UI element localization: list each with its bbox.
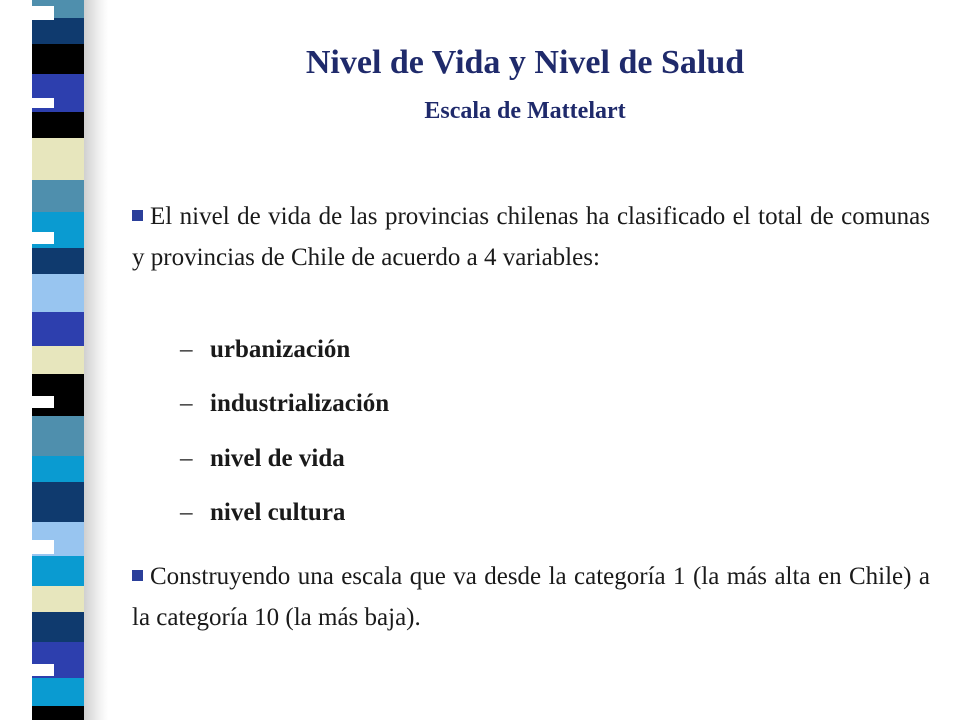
variable-label: nivel cultura bbox=[210, 499, 346, 526]
paragraph-scale-text: Construyendo una escala que va desde la categoría 1 (la más alta en Chile) a la categoría 10 (la más baja). bbox=[132, 563, 930, 631]
square-bullet-icon bbox=[132, 570, 143, 581]
stripe-block bbox=[32, 374, 84, 416]
stripe-block bbox=[32, 482, 84, 522]
decorative-stripe bbox=[32, 0, 84, 720]
paragraph-scale bbox=[132, 556, 930, 638]
paragraph-variables bbox=[132, 196, 930, 278]
stripe-block bbox=[32, 138, 84, 180]
variable-item bbox=[180, 336, 350, 364]
stripe-block bbox=[32, 18, 84, 44]
stripe-block bbox=[32, 312, 84, 346]
variable-label: nivel de vida bbox=[210, 445, 345, 472]
dash-marker: – bbox=[180, 499, 193, 526]
stripe-block bbox=[32, 706, 84, 720]
stripe-notch bbox=[32, 396, 54, 408]
stripe-block bbox=[32, 346, 84, 374]
dash-marker: – bbox=[180, 445, 193, 472]
dash-marker: – bbox=[180, 336, 193, 363]
stripe-block bbox=[32, 416, 84, 456]
stripe-block bbox=[32, 180, 84, 212]
stripe-block bbox=[32, 274, 84, 312]
dash-marker: – bbox=[180, 390, 193, 417]
stripe-block bbox=[32, 112, 84, 138]
stripe-block bbox=[32, 556, 84, 586]
variable-item bbox=[180, 445, 345, 473]
stripe-notch bbox=[32, 664, 54, 676]
stripe-notch bbox=[32, 6, 54, 20]
stripe-block bbox=[32, 456, 84, 482]
stripe-notch bbox=[32, 98, 54, 108]
slide-title: Nivel de Vida y Nivel de Salud bbox=[305, 44, 745, 81]
stripe-block bbox=[32, 44, 84, 74]
stripe-block bbox=[32, 678, 84, 706]
paragraph-variables-text: El nivel de vida de las provincias chilenas ha clasificado el total de comunas y provincias de Chile de acuerdo a 4 variables: bbox=[132, 203, 930, 271]
variable-item bbox=[180, 499, 345, 527]
variable-item bbox=[180, 390, 389, 418]
slide-subtitle: Escala de Mattelart bbox=[424, 98, 626, 124]
stripe-shadow bbox=[84, 0, 108, 720]
stripe-notch bbox=[32, 540, 54, 554]
stripe-notch bbox=[32, 232, 54, 244]
stripe-block bbox=[32, 586, 84, 612]
square-bullet-icon bbox=[132, 210, 143, 221]
stripe-block bbox=[32, 612, 84, 642]
variable-label: urbanización bbox=[210, 336, 351, 363]
variable-label: industrialización bbox=[210, 390, 390, 417]
stripe-block bbox=[32, 248, 84, 274]
